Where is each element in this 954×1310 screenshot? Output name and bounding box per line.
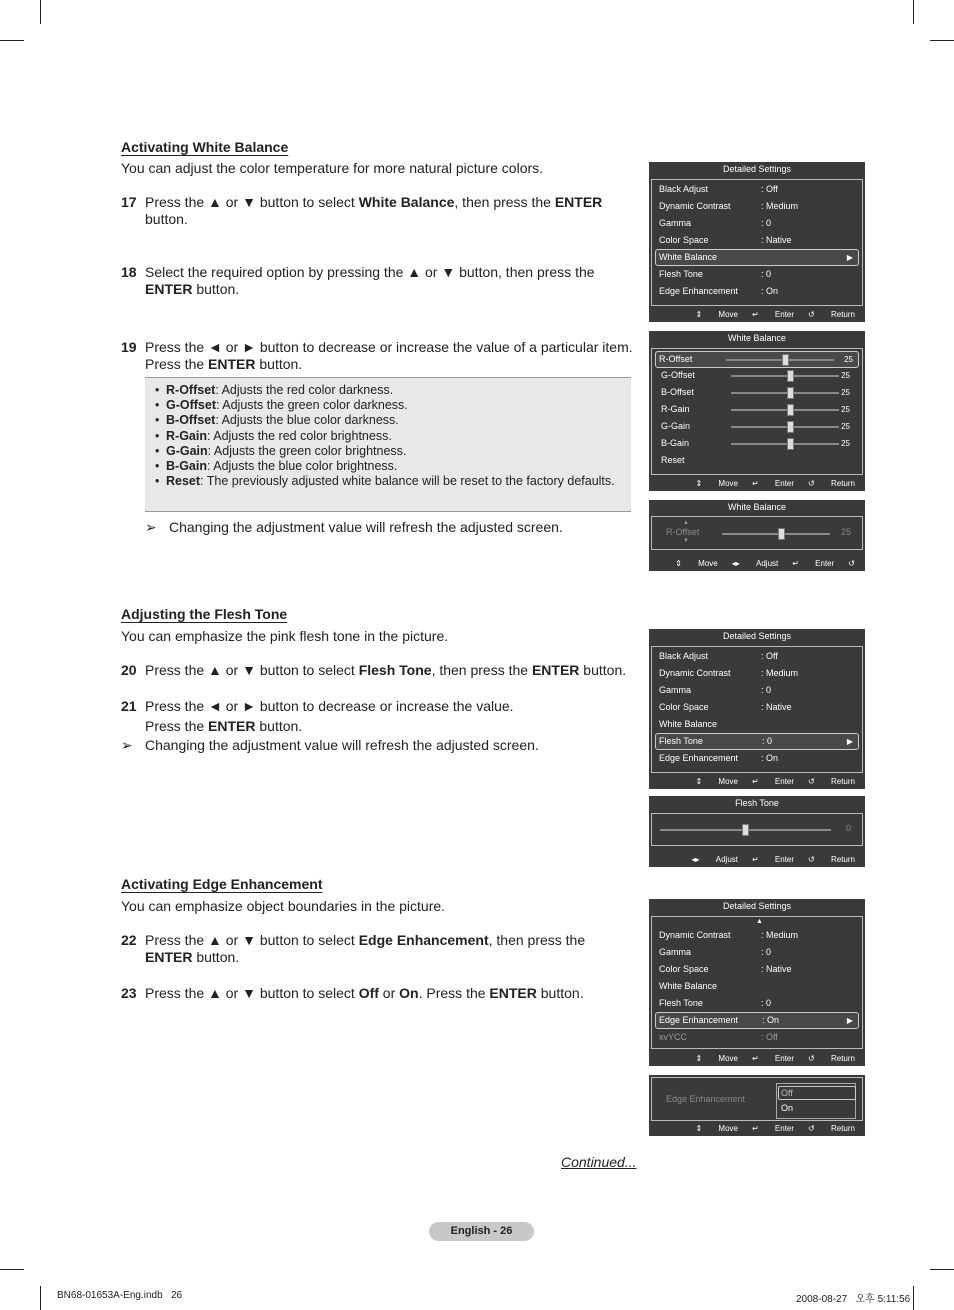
enter-hint: ↵ Enter [751,1054,795,1063]
menu-item[interactable]: Reset [661,455,685,465]
menu-item[interactable]: Dynamic Contrast : Medium [659,668,799,678]
slider-track[interactable] [726,359,834,361]
menu-item[interactable]: Color Space : Native [659,702,792,712]
menu-item[interactable]: Gamma : 0 [659,218,772,228]
page-number-badge: English - 26 [429,1222,534,1241]
osd-detailed-settings-2 [649,629,865,789]
osd-white-balance [649,331,865,491]
slider-track[interactable] [731,443,839,445]
osd-detailed-settings-1 [649,162,865,322]
slider-knob[interactable] [787,421,794,433]
osd-footer [649,1122,865,1136]
osd-menu [651,348,863,475]
menu-item[interactable]: B-Offset 25 [661,387,850,397]
move-hint: ⇕ Move [675,559,718,568]
enter-hint: ↵ Enter [751,479,795,488]
menu-item[interactable]: Flesh Tone : 0 [659,998,772,1008]
menu-item[interactable]: Gamma : 0 [659,685,772,695]
crop-mark [930,1269,954,1270]
menu-item[interactable]: R-Gain 25 [661,404,850,414]
slider-knob[interactable] [778,528,785,540]
move-hint: ⇕ Move [695,1054,738,1063]
menu-item[interactable]: White Balance [659,719,718,729]
osd-menu [651,646,863,773]
step-number: 22 [121,932,137,948]
list-item: • R-Offset: Adjusts the red color darkness. [155,383,631,398]
return-hint: ↺ Return [808,1054,855,1063]
step-number: 21 [121,698,137,714]
print-slug-right: 2008-08-27 오후 5:11:56 [796,1294,911,1305]
white-balance-options-box [145,377,631,512]
osd-menu [651,1077,863,1121]
step-19-text: Press the ◄ or ► button to decrease or increase the value of a particular item. Press the ENTER button. [145,339,633,372]
slider-knob[interactable] [787,438,794,450]
osd-title: Detailed Settings [722,164,792,174]
crop-mark [40,1286,41,1310]
osd-title: Flesh Tone [735,798,779,808]
step-22-text: Press the ▲ or ▼ button to select Edge Enhancement, then press the ENTER button. [145,932,586,965]
move-hint: ⇕ Move [695,310,738,319]
step-20-text: Press the ▲ or ▼ button to select Flesh Tone, then press the ENTER button. [145,662,627,678]
enter-hint: ↵ Enter [751,310,795,319]
slider-track[interactable] [722,533,830,535]
print-slug-left: BN68-01653A-Eng.indb 26 [57,1290,183,1301]
osd-title: Detailed Settings [722,901,792,911]
edge-intro: You can emphasize object boundaries in the picture. [121,898,446,914]
option-off[interactable]: Off [778,1086,856,1100]
step-number: 18 [121,264,137,280]
menu-item-selected[interactable]: Edge Enhancement : On ▶ [655,1012,859,1029]
osd-footer [649,308,865,322]
osd-menu [651,813,863,846]
osd-detailed-settings-3 [649,899,865,1066]
menu-item[interactable]: Flesh Tone : 0 [659,269,772,279]
step-21-text-2: Press the ENTER button. [145,718,303,734]
return-hint: ↺ Return [808,1124,855,1133]
crop-mark [913,0,914,24]
osd-footer [649,477,865,491]
crop-mark [40,0,41,24]
menu-item-selected[interactable]: Flesh Tone : 0 ▶ [655,733,859,750]
menu-item[interactable]: Edge Enhancement : On [659,753,779,763]
move-hint: ⇕ Move [695,479,738,488]
menu-item[interactable]: Edge Enhancement : On [659,286,779,296]
menu-item-selected[interactable]: White Balance ▶ [655,249,859,266]
white-balance-intro: You can adjust the color temperature for more natural picture colors. [121,160,544,176]
adjust-hint: ◂▸ Adjust [691,855,738,864]
slider-track[interactable] [731,392,839,394]
move-hint: ⇕ Move [695,1124,738,1133]
crop-mark [0,1269,24,1270]
list-item: • G-Gain: Adjusts the green color brightness. [155,444,631,459]
enter-hint: ↵ Enter [751,1124,795,1133]
step-number: 17 [121,194,137,210]
slider-knob[interactable] [742,824,749,836]
section-title-white-balance: Activating White Balance [121,139,289,155]
option-list [776,1083,856,1119]
osd-menu [651,516,863,550]
adjust-item-label: R-Offset [666,527,700,537]
osd-title: White Balance [727,502,787,512]
section-title-flesh-tone: Adjusting the Flesh Tone [121,606,288,622]
note: ➢ Changing the adjustment value will refresh the adjusted screen. [145,519,563,535]
slider-knob[interactable] [787,370,794,382]
move-hint: ⇕ Move [695,777,738,786]
slider-knob[interactable] [787,387,794,399]
osd-footer [649,853,865,867]
menu-item[interactable]: White Balance [659,981,718,991]
menu-item[interactable]: Dynamic Contrast : Medium [659,201,799,211]
osd-white-balance-adjust [649,500,865,582]
menu-item[interactable]: Gamma : 0 [659,947,772,957]
edge-label: Edge Enhancement [666,1094,746,1104]
arrow-up-icon: ▲ [683,520,689,526]
menu-item[interactable]: B-Gain 25 [661,438,850,448]
return-hint: ↺ Return [808,855,855,864]
osd-title: Detailed Settings [722,631,792,641]
slider-knob[interactable] [787,404,794,416]
arrow-right-icon: ▶ [846,737,853,746]
enter-hint: ↵ Enter [751,777,795,786]
slider-knob[interactable] [782,354,789,366]
list-item: • R-Gain: Adjusts the red color brightness. [155,429,631,444]
menu-item[interactable]: Color Space : Native [659,964,792,974]
return-hint: ↺ Return [808,777,855,786]
menu-item-disabled: xvYCC : Off [659,1032,778,1042]
slider-track[interactable] [731,375,839,377]
step-23-text: Press the ▲ or ▼ button to select Off or On. Press the ENTER button. [145,985,584,1001]
menu-item[interactable]: Dynamic Contrast : Medium [659,930,799,940]
crop-mark [930,40,954,41]
enter-hint: ↵ Enter [792,559,835,568]
menu-item[interactable]: Color Space : Native [659,235,792,245]
step-17-text: Press the ▲ or ▼ button to select White Balance, then press the ENTER button. [145,194,603,227]
arrow-down-icon: ▼ [683,538,689,544]
enter-hint: ↵ Enter [751,855,795,864]
arrow-right-icon: ▶ [846,253,853,262]
return-hint: ↺ Return [808,310,855,319]
adjust-value: 25 [840,527,851,537]
osd-footer [649,775,865,789]
return-hint: ↺ Return [808,479,855,488]
step-18-text: Select the required option by pressing the ▲ or ▼ button, then press the ENTER button. [145,264,595,297]
step-number: 19 [121,339,137,355]
option-on[interactable]: On [781,1103,794,1113]
note-arrow-icon: ➢ [121,737,133,753]
note-arrow-icon: ➢ [145,519,157,535]
section-title-edge-enhancement: Activating Edge Enhancement [121,876,323,892]
osd-menu [651,179,863,306]
list-item: • B-Offset: Adjusts the blue color darkness. [155,413,631,428]
flesh-tone-intro: You can emphasize the pink flesh tone in the picture. [121,628,449,644]
continued-label: Continued... [561,1154,637,1170]
step-21-text: Press the ◄ or ► button to decrease or increase the value. [145,698,514,714]
menu-item[interactable]: Black Adjust : Off [659,651,778,661]
menu-item[interactable]: G-Offset 25 [661,370,850,380]
osd-footer [649,1052,865,1066]
arrow-right-icon: ▶ [846,1016,853,1025]
step-number: 23 [121,985,137,1001]
arrow-up-icon: ▲ [756,918,763,925]
list-item: • B-Gain: Adjusts the blue color brightness. [155,459,631,474]
menu-item-selected[interactable]: R-Offset 25 [655,351,859,368]
crop-mark [0,40,24,41]
list-item: • G-Offset: Adjusts the green color darkness. [155,398,631,413]
flesh-tone-value: 0 [845,823,851,833]
osd-footer [649,557,865,582]
slider-track[interactable] [731,426,839,428]
menu-item[interactable]: G-Gain 25 [661,421,850,431]
list-item: • Reset: The previously adjusted white balance will be reset to the factory defaults. [155,474,631,489]
note: ➢ Changing the adjustment value will refresh the adjusted screen. [121,737,539,753]
step-number: 20 [121,662,137,678]
osd-flesh-tone [649,796,865,867]
menu-item[interactable]: Black Adjust : Off [659,184,778,194]
slider-track[interactable] [660,829,831,831]
slider-track[interactable] [731,409,839,411]
osd-title: White Balance [727,333,787,343]
crop-mark [913,1286,914,1310]
osd-menu [651,916,863,1049]
adjust-hint: ◂▸ Adjust [731,559,779,568]
return-hint: ↺ Return [830,559,855,582]
osd-edge-popup [649,1075,865,1136]
